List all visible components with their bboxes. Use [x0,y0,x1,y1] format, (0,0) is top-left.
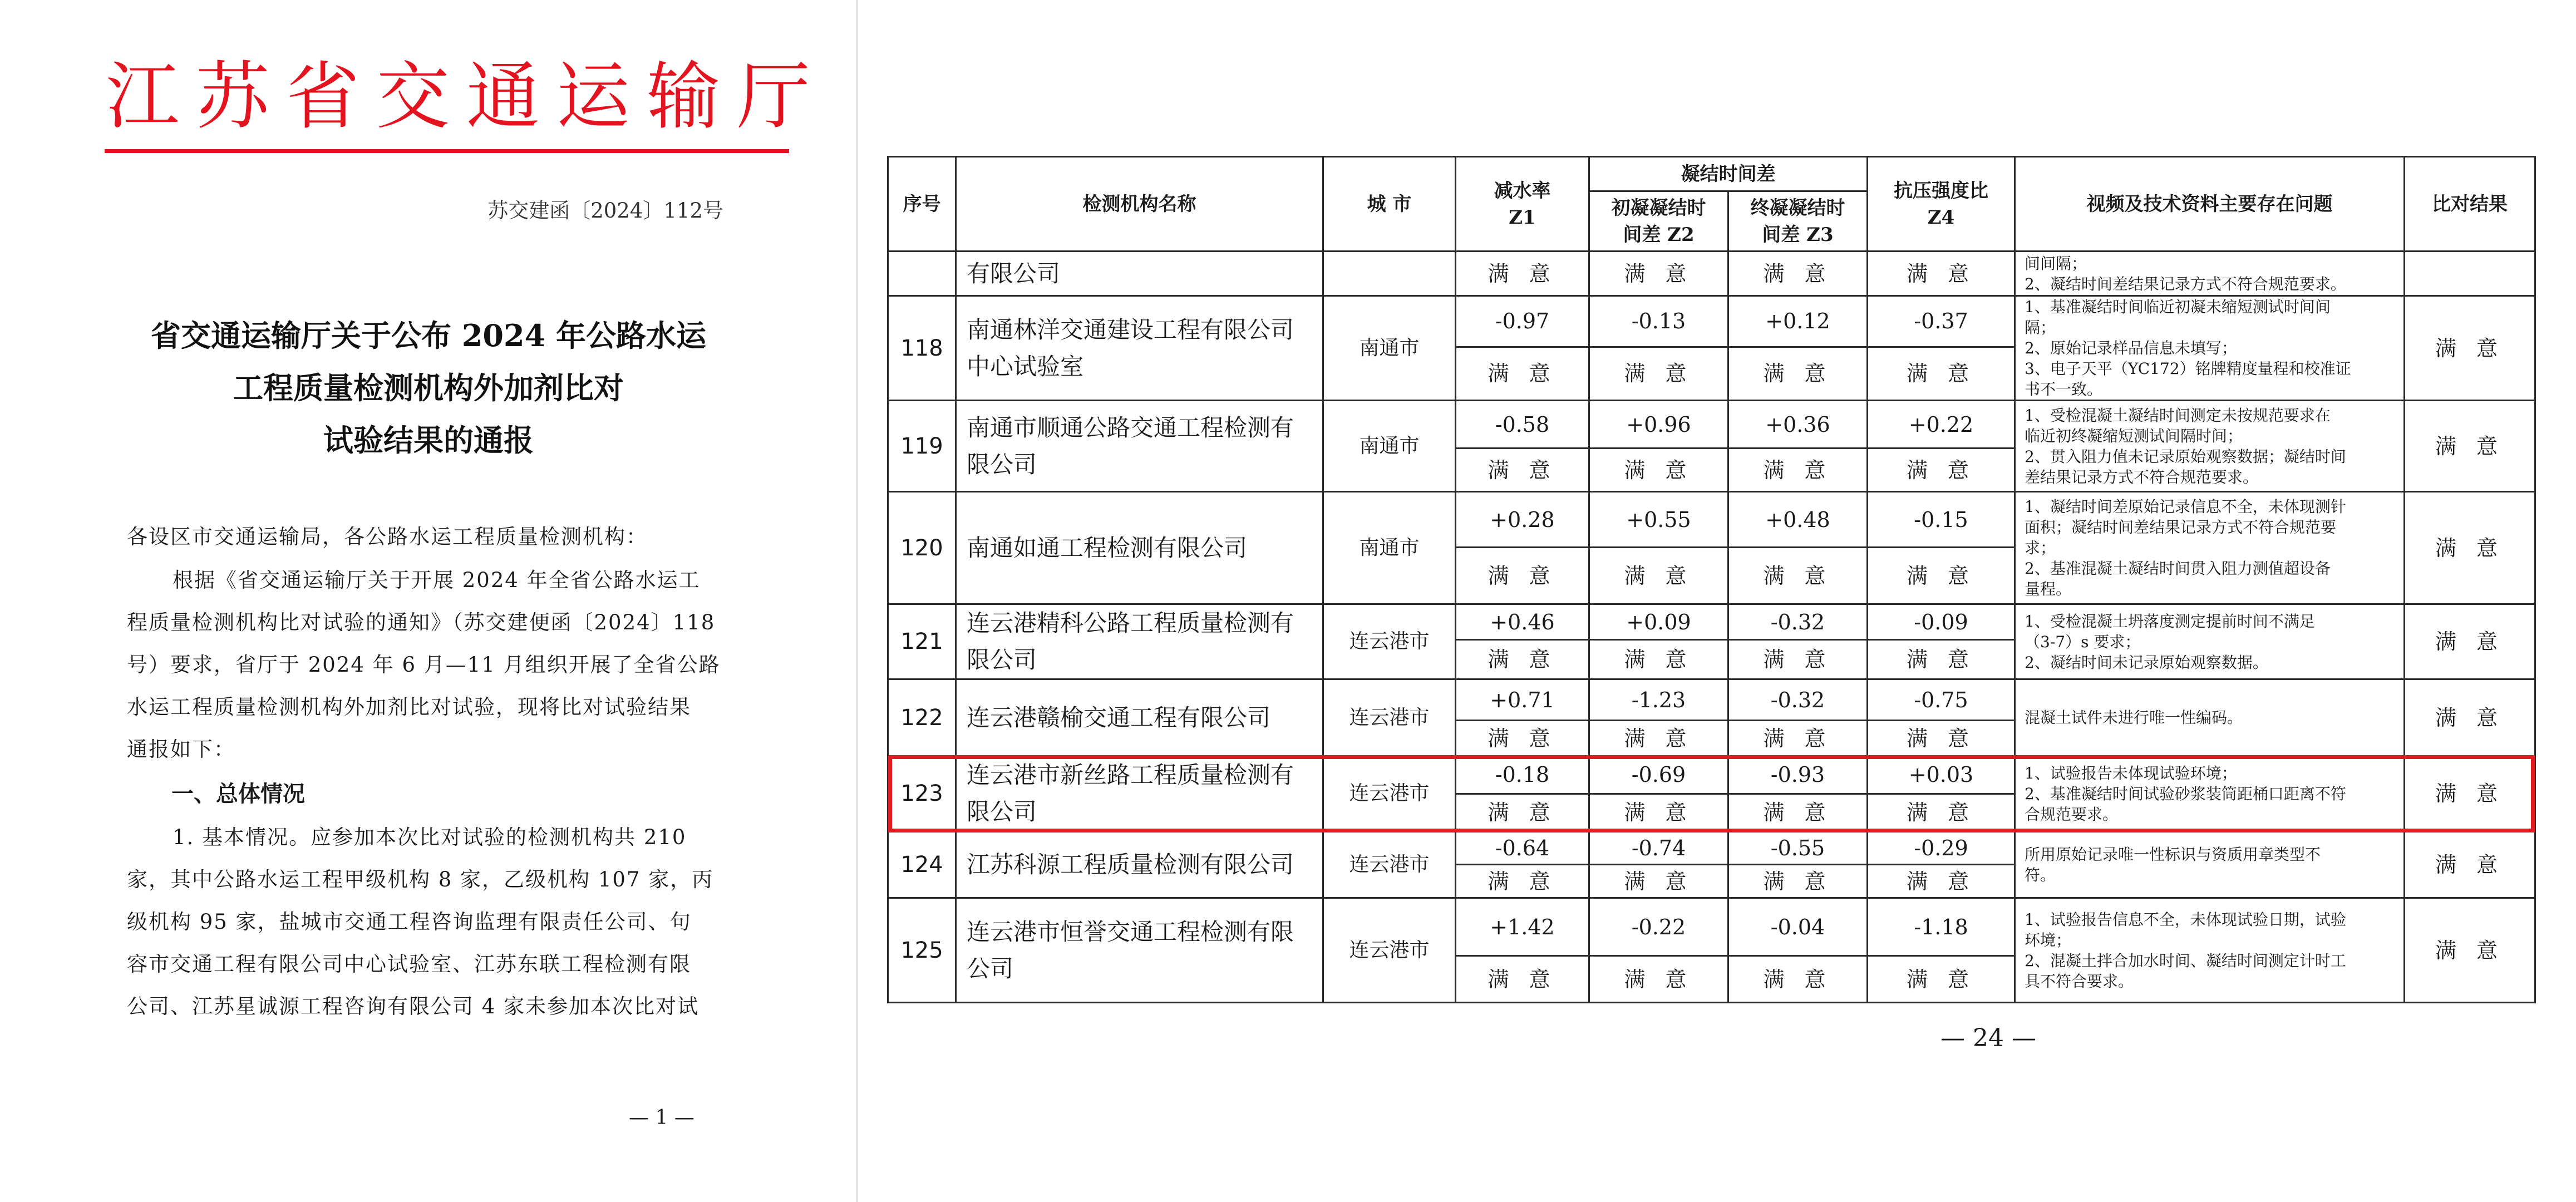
table-body [888,252,2535,1003]
issue-line: 混凝土试件未进行唯一性编码。 [2025,708,2243,727]
header-z4 [1868,157,2015,252]
body-line: 号）要求，省厅于 2024 年 6 月—11 月组织开展了全省公路 [127,653,721,677]
body-line: 根据《省交通运输厅关于开展 2024 年全省公路水运工 [173,568,701,592]
doc-number: 苏交建函〔2024〕112号 [487,199,723,223]
cell-rating-z4: 满 意 [1868,548,2015,604]
issue-line: 量程。 [2025,580,2072,598]
page-number: — 24 — [1940,1024,2036,1052]
issue-line: 2、原始记录样品信息未填写； [2025,339,2237,357]
cell-result: 满 意 [2405,604,2535,679]
cell-value-z2: +0.96 [1589,401,1728,449]
issue-line: 1、试验报告信息不全，未体现试验日期，试验 [2025,910,2346,929]
cell-rating-z2: 满 意 [1589,721,1728,756]
cell-rating: 满 意 [1589,252,1728,296]
cell-org-name [956,401,1323,492]
cell-value-z1: -0.64 [1456,831,1589,865]
cell-value-z2: -0.74 [1589,831,1728,865]
results-table [887,156,2536,1003]
header-result: 比对结果 [2405,157,2535,252]
cell-value-z2: -0.22 [1589,898,1728,956]
header-z3-line: 终凝凝结时 [1750,196,1845,219]
cell-rating: 满 意 [1868,252,2015,296]
header-z2-line: 间差 Z2 [1623,223,1695,246]
red-rule [105,149,789,153]
page-number: — 1 — [629,1106,695,1129]
cell-rating-z1: 满 意 [1456,956,1589,1003]
issue-line: 1、受检混凝土坍落度测定提前时间不满足 [2025,612,2315,630]
cell-rating-z1: 满 意 [1456,449,1589,492]
cell-value-z1: +0.28 [1456,492,1589,548]
cell-value-z3: -0.04 [1728,898,1868,956]
cell-result: 满 意 [2405,492,2535,604]
cell-value-z3: +0.12 [1728,296,1868,347]
cell-rating-z4: 满 意 [1868,449,2015,492]
cell-value-z2: -1.23 [1589,679,1728,721]
body-line: 家，其中公路水运工程甲级机构 8 家，乙级机构 107 家，丙 [127,868,714,891]
cell-value-z2: -0.69 [1589,756,1728,794]
cell-value-z3: -0.32 [1728,604,1868,640]
notice-title [111,309,746,466]
cell-rating-z3: 满 意 [1728,865,1868,898]
issue-line: 2、基准凝结时间试验砂浆装筒距桶口距离不符 [2025,784,2346,803]
org-name-line: 江苏科源工程质量检测有限公司 [967,850,1294,878]
cell-value-z3: -0.32 [1728,679,1868,721]
header-z4-line: 抗压强度比 [1894,179,1988,202]
cell-seq: 123 [888,756,956,831]
cell-value-z4: +0.22 [1868,401,2015,449]
cell-rating-z3: 满 意 [1728,956,1868,1003]
cell-rating-z2: 满 意 [1589,956,1728,1003]
cell-issues [2015,401,2405,492]
cell-seq: 119 [888,401,956,492]
cell-rating: 满 意 [1456,252,1589,296]
cell-result: 满 意 [2405,831,2535,898]
cell-city: 南通市 [1323,492,1456,604]
cell-seq [888,252,956,296]
cell-issues [2015,679,2405,756]
header-z2 [1589,191,1728,252]
cell-issues [2015,604,2405,679]
cell-city: 连云港市 [1323,831,1456,898]
cell-rating-z2: 满 意 [1589,640,1728,679]
header-z3 [1728,191,1868,252]
cell-value-z4: -0.29 [1868,831,2015,865]
cell-value-z3: +0.36 [1728,401,1868,449]
cell-rating-z4: 满 意 [1868,640,2015,679]
header-city: 城 市 [1323,157,1456,252]
cell-city: 南通市 [1323,296,1456,401]
issue-line: 1、受检混凝土凝结时间测定未按规范要求在 [2025,406,2331,425]
cell-value-z4: -1.18 [1868,898,2015,956]
issue-line: 差结果记录方式不符合规范要求。 [2025,467,2259,486]
issue-line: 2、贯入阻力值未记录原始观察数据；凝结时间 [2025,447,2346,466]
cell-rating-z2: 满 意 [1589,449,1728,492]
cell-seq: 122 [888,679,956,756]
cell-result: 满 意 [2405,898,2535,1003]
cell-value-z2: -0.13 [1589,296,1728,347]
cell-rating-z2: 满 意 [1589,347,1728,400]
issue-line: 2、凝结时间未记录原始观察数据。 [2025,653,2268,672]
right-page [858,0,2576,1202]
cell-value-z1: +1.42 [1456,898,1589,956]
org-name-line: 中心试验室 [967,352,1084,380]
cell-issues [2015,252,2405,296]
org-name-line: 连云港市新丝路工程质量检测有 [967,761,1294,789]
cell-result: 满 意 [2405,756,2535,831]
cell-value-z1: +0.46 [1456,604,1589,640]
header-z1 [1456,157,1589,252]
issue-line: 合规范要求。 [2025,805,2119,824]
agency-name: 江苏省交通运输厅 [106,54,827,140]
cell-org-name [956,831,1323,898]
cell-rating-z1: 满 意 [1456,640,1589,679]
cell-value-z4: +0.03 [1868,756,2015,794]
cell-seq: 125 [888,898,956,1003]
cell-value-z4: -0.75 [1868,679,2015,721]
cell-org-name [956,898,1323,1003]
issue-line: 1、试验报告未体现试验环境； [2025,763,2237,782]
cell-result: 满 意 [2405,401,2535,492]
body-line: 水运工程质量检测机构外加剂比对试验，现将比对试验结果 [127,695,691,719]
header-z3-line: 间差 Z3 [1762,223,1834,246]
issue-line: （3-7）s 要求； [2025,632,2141,651]
cell-city: 连云港市 [1323,604,1456,679]
issue-line: 2、凝结时间差结果记录方式不符合规范要求。 [2025,274,2346,293]
issue-line: 书不一致。 [2025,380,2103,398]
header-z1-line: 减水率 [1494,179,1551,202]
issue-line: 临近初终凝缩短测试间隔时间； [2025,426,2243,445]
cell-value-z1: -0.58 [1456,401,1589,449]
issue-line: 求； [2025,539,2056,557]
cell-rating-z4: 满 意 [1868,956,2015,1003]
body-line: 级机构 95 家，盐城市交通工程咨询监理有限责任公司、句 [127,910,692,934]
org-name-line: 南通市顺通公路交通工程检测有 [967,413,1294,441]
cell-value-z3: +0.48 [1728,492,1868,548]
cell-value-z3: -0.93 [1728,756,1868,794]
body-line: 容市交通工程有限公司中心试验室、江苏东联工程检测有限 [127,952,691,976]
cell-value-z4: -0.37 [1868,296,2015,347]
org-name-line: 连云港赣榆交通工程有限公司 [967,703,1271,731]
cell-rating-z3: 满 意 [1728,794,1868,831]
body-line: 1. 基本情况。应参加本次比对试验的检测机构共 210 [173,825,687,849]
header-z2-line: 初凝凝结时 [1611,196,1706,219]
cell-value-z2: +0.09 [1589,604,1728,640]
cell-seq: 120 [888,492,956,604]
cell-rating-z3: 满 意 [1728,548,1868,604]
issue-line: 1、基准凝结时间临近初凝未缩短测试时间间 [2025,298,2331,316]
issue-line: 隔； [2025,318,2056,337]
cell-org-name [956,296,1323,401]
cell-value-z4: -0.15 [1868,492,2015,548]
cell-issues [2015,756,2405,831]
header-z4-line: Z4 [1927,206,1955,229]
cell-rating-z1: 满 意 [1456,794,1589,831]
org-name-line: 限公司 [967,798,1037,825]
table-row [888,679,2535,721]
org-name-line: 南通林洋交通建设工程有限公司 [967,316,1294,343]
cell-issues [2015,898,2405,1003]
cell-city: 南通市 [1323,401,1456,492]
issue-line: 2、混凝土拌合加水时间、凝结时间测定计时工 [2025,951,2346,970]
cell-org-name: 有限公司 [956,252,1323,296]
table-row [888,756,2535,794]
cell-city: 连云港市 [1323,679,1456,756]
cell-seq: 124 [888,831,956,898]
cell-rating-z1: 满 意 [1456,548,1589,604]
cell-issues [2015,296,2405,401]
issue-line: 环境； [2025,930,2072,949]
org-name-line: 限公司 [967,450,1037,478]
cell-rating: 满 意 [1728,252,1868,296]
cell-issues [2015,831,2405,898]
body-line: 通报如下： [127,737,235,761]
cell-rating-z2: 满 意 [1589,865,1728,898]
table-row [888,604,2535,640]
header-z1-line: Z1 [1509,206,1536,229]
cell-rating-z4: 满 意 [1868,865,2015,898]
org-name-line: 公司 [967,954,1014,982]
header-org: 检测机构名称 [956,157,1323,252]
cell-rating-z4: 满 意 [1868,794,2015,831]
table-row [888,492,2535,548]
issue-line: 间间隔； [2025,254,2087,273]
section-heading: 一、总体情况 [171,781,305,807]
cell-org-name [956,756,1323,831]
org-name-line: 南通如通工程检测有限公司 [967,534,1248,561]
cell-city: 连云港市 [1323,756,1456,831]
cell-rating-z1: 满 意 [1456,347,1589,400]
notice-title-line: 省交通运输厅关于公布 2024 年公路水运 [151,318,706,353]
header-setting-group: 凝结时间差 [1589,157,1868,191]
cell-value-z3: -0.55 [1728,831,1868,865]
cell-rating-z3: 满 意 [1728,347,1868,400]
issue-line: 2、基准混凝土凝结时间贯入阻力测值超设备 [2025,559,2331,578]
issue-line: 符。 [2025,865,2056,884]
body-line: 公司、江苏星诚源工程咨询有限公司 4 家未参加本次比对试 [127,994,700,1018]
header-seq: 序号 [888,157,956,252]
header-issues: 视频及技术资料主要存在问题 [2015,157,2405,252]
cell-rating-z3: 满 意 [1728,721,1868,756]
notice-title-line: 试验结果的通报 [323,422,534,458]
table-row-continued [888,252,2535,296]
issue-line: 具不符合要求。 [2025,972,2134,991]
cell-rating-z3: 满 意 [1728,449,1868,492]
issue-line: 1、凝结时间差原始记录信息不全，未体现测针 [2025,497,2346,516]
cell-rating-z4: 满 意 [1868,721,2015,756]
notice-title-line: 工程质量检测机构外加剂比对 [233,370,624,406]
left-page [0,0,856,1202]
cell-seq: 118 [888,296,956,401]
cell-rating-z1: 满 意 [1456,721,1589,756]
body-line: 程质量检测机构比对试验的通知》（苏交建便函〔2024〕118 [127,610,716,634]
cell-city: 连云港市 [1323,898,1456,1003]
table-row [888,401,2535,449]
org-name-line: 连云港精科公路工程质量检测有 [967,609,1294,637]
cell-result [2405,252,2535,296]
cell-rating-z4: 满 意 [1868,347,2015,400]
table-row [888,296,2535,347]
table-row [888,898,2535,956]
cell-org-name [956,679,1323,756]
cell-rating-z3: 满 意 [1728,640,1868,679]
issue-line: 所用原始记录唯一性标识与资质用章类型不 [2025,845,2321,864]
issue-line: 3、电子天平（YC172）铭牌精度量程和校准证 [2025,359,2351,378]
cell-value-z1: +0.71 [1456,679,1589,721]
cell-rating-z2: 满 意 [1589,548,1728,604]
issue-line: 面积；凝结时间差结果记录方式不符合规范要 [2025,518,2337,536]
cell-rating-z2: 满 意 [1589,794,1728,831]
cell-value-z1: -0.97 [1456,296,1589,347]
cell-rating-z1: 满 意 [1456,865,1589,898]
cell-result: 满 意 [2405,679,2535,756]
cell-org-name [956,492,1323,604]
cell-city [1323,252,1456,296]
table-row [888,831,2535,865]
cell-result: 满 意 [2405,296,2535,401]
cell-value-z1: -0.18 [1456,756,1589,794]
cell-issues [2015,492,2405,604]
org-name-line: 限公司 [967,646,1037,673]
addressee: 各设区市交通运输局，各公路水运工程质量检测机构： [127,525,648,549]
cell-seq: 121 [888,604,956,679]
cell-value-z4: -0.09 [1868,604,2015,640]
cell-org-name [956,604,1323,679]
org-name-line: 连云港市恒誉交通工程检测有限 [967,918,1294,945]
cell-value-z2: +0.55 [1589,492,1728,548]
